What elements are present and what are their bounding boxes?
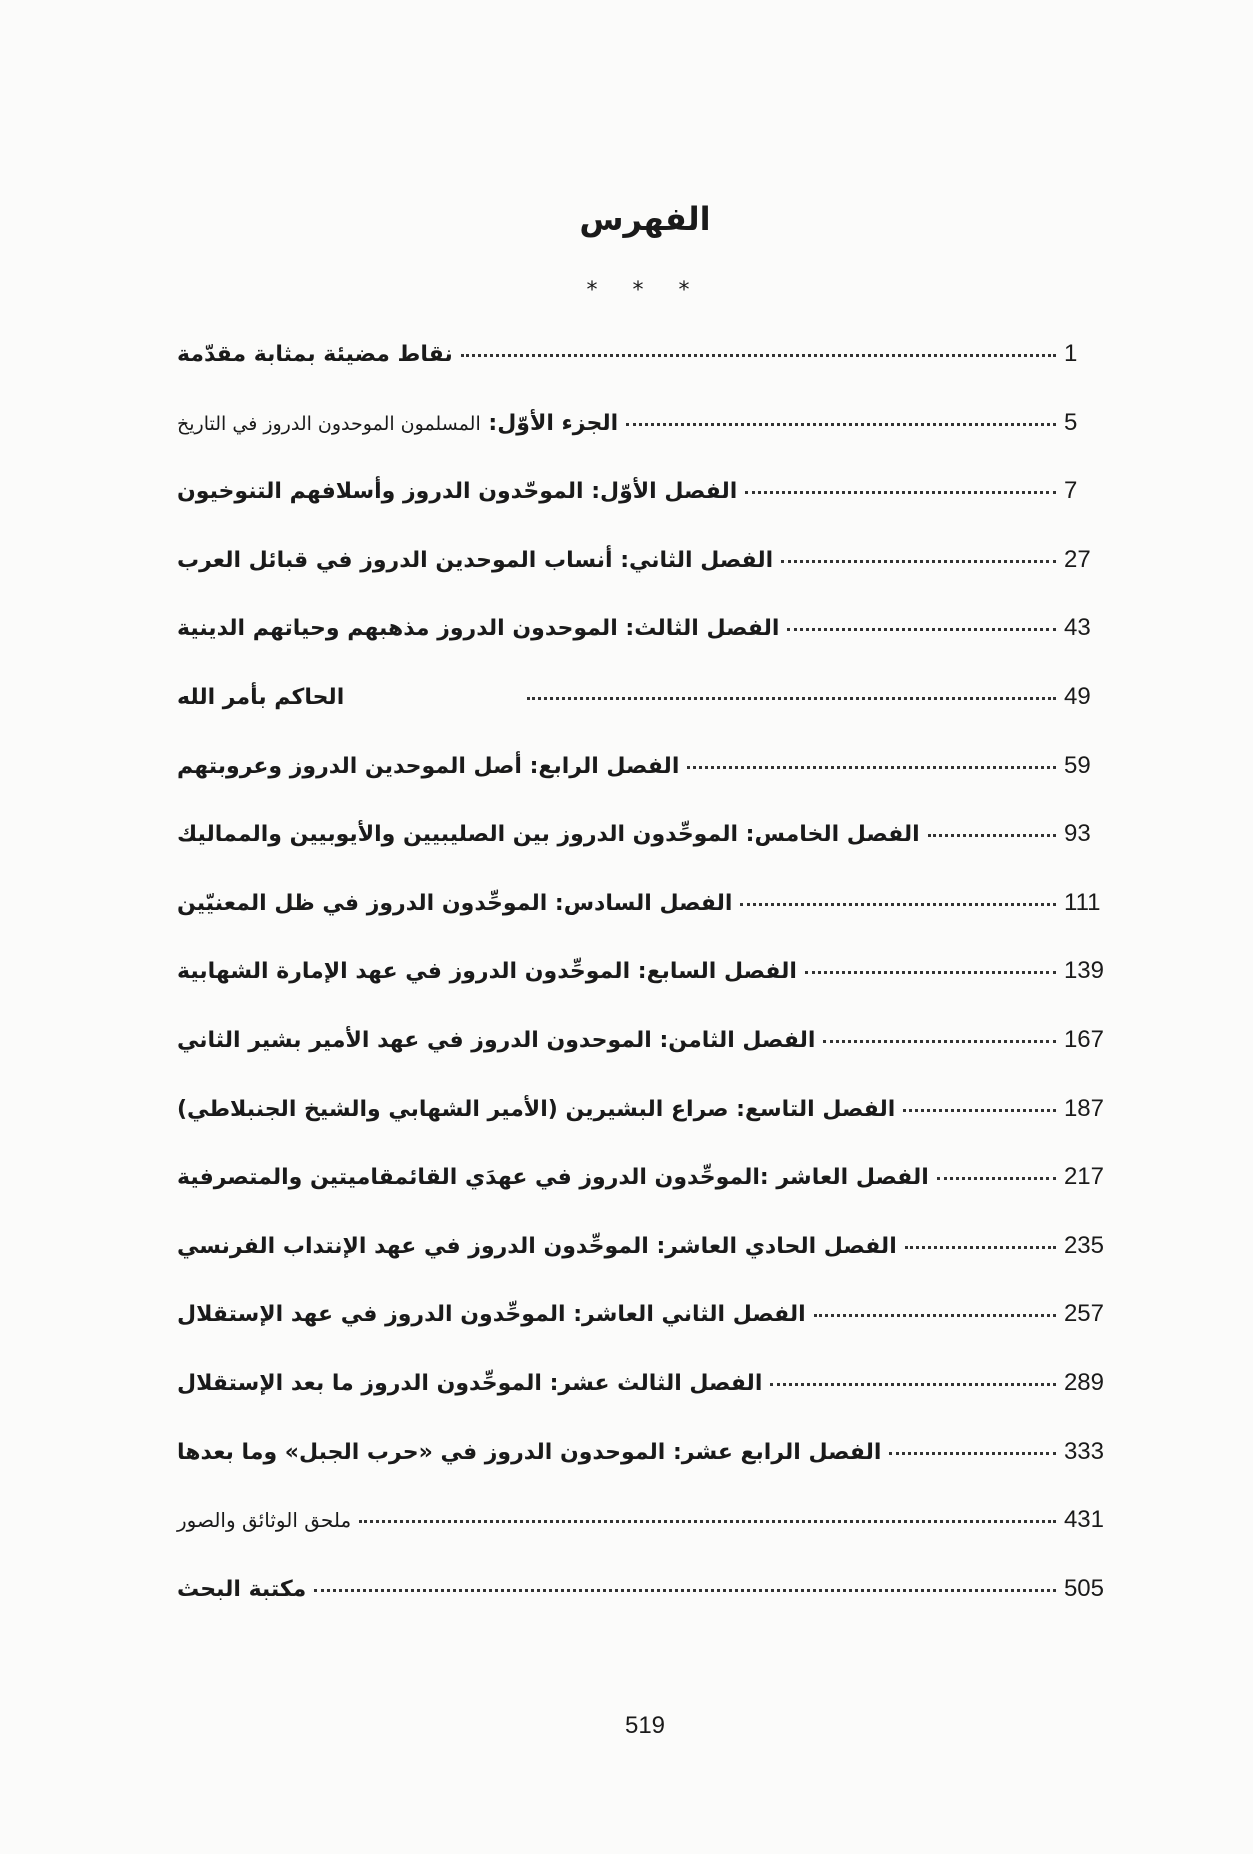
entry-page: 257 [1063,1300,1104,1328]
entry-page: 235 [1063,1231,1104,1259]
entry-page: 217 [1063,1163,1104,1191]
entry-label: نقاط مضيئة بمثابة مقدّمة [177,342,453,367]
separator: * * * [586,278,704,303]
entry-label: مكتبة البحث [177,1576,307,1602]
dot-leader [314,1589,1056,1592]
dot-leader [745,491,1056,494]
dot-leader [937,1177,1056,1180]
dot-leader [626,423,1056,426]
toc-entry [177,1232,1104,1301]
dot-leader [903,1109,1056,1112]
entry-label: الفصل السادس: الموحِّدون الدروز في ظل المعنيّين [177,890,733,916]
toc-entry [177,477,1104,546]
toc-entry [177,1095,1104,1164]
entry-page: 289 [1063,1368,1104,1396]
dot-leader [781,560,1056,563]
entry-label: الفصل الأوّل: الموحّدون الدروز وأسلافهم التنوخيون [177,479,738,505]
entry-sublabel: المسلمون الموحدون الدروز في التاريخ [177,412,481,435]
entry-label: الفصل الحادي العاشر: الموحِّدون الدروز في عهد الإنتداب الفرنسي [177,1233,897,1259]
entry-label: ملحق الوثائق والصور [177,1508,352,1533]
dot-leader [461,354,1056,357]
entry-label: الفصل الرابع عشر: الموحدون الدروز في «حرب الجبل» وما بعدها [177,1439,882,1465]
entry-page: 7 [1064,477,1078,505]
entry-page: 139 [1063,957,1104,985]
entry-page: 1 [1064,340,1078,367]
toc-entry [177,1026,1104,1095]
dot-leader [770,1383,1056,1386]
entry-page: 187 [1063,1094,1104,1122]
entry-page: 27 [1064,545,1091,573]
entry-page: 167 [1063,1025,1104,1053]
entry-label: الفصل العاشر :الموحِّدون الدروز في عهدَي القائمقاميتين والمتصرفية [177,1165,929,1191]
toc-entry [177,683,1104,752]
entry-page: 49 [1064,682,1091,710]
entry-label: الفصل الخامس: الموحِّدون الدروز بين الصليبيين والأيوبيين والمماليك [177,822,920,848]
toc-entry [177,752,1104,821]
toc-entry [177,1438,1104,1507]
dot-leader [814,1314,1056,1317]
dot-leader [823,1040,1056,1043]
entry-page: 333 [1063,1437,1104,1465]
entry-label: الحاكم بأمر الله [177,684,345,710]
dot-leader [740,903,1056,906]
entry-label: الفصل الثالث: الموحدون الدروز مذهبهم وحياتهم الدينية [177,616,780,642]
toc-entry [177,957,1104,1026]
dot-leader [905,1246,1056,1249]
entry-label: الفصل الرابع: أصل الموحدين الدروز وعروبتهم [177,753,680,779]
table-of-contents [177,340,1104,1643]
toc-entry [177,340,1104,409]
entry-label: الفصل الثاني العاشر: الموحِّدون الدروز في عهد الإستقلال [177,1302,806,1328]
entry-label: الفصل الثامن: الموحدون الدروز في عهد الأمير بشير الثاني [177,1027,816,1053]
toc-entry [177,1506,1104,1575]
entry-page: 431 [1063,1506,1104,1534]
dot-leader [527,697,1056,700]
entry-label: الفصل الثالث عشر: الموحِّدون الدروز ما بعد الإستقلال [177,1370,763,1396]
page-title: الفهرس [579,200,711,238]
toc-entry [177,1575,1104,1644]
toc-entry [177,546,1104,615]
entry-page: 5 [1064,408,1078,436]
entry-page: 59 [1064,751,1091,779]
toc-entry [177,1369,1104,1438]
toc-entry [177,409,1104,478]
toc-entry [177,1300,1104,1369]
entry-page: 93 [1064,820,1091,848]
dot-leader [359,1520,1056,1523]
dot-leader [787,628,1056,631]
entry-label: الجزء الأوّل: [488,410,619,436]
toc-entry [177,889,1104,958]
dot-leader [889,1452,1056,1455]
entry-page: 505 [1063,1574,1104,1602]
page-number: 519 [624,1712,666,1739]
dot-leader [928,834,1056,837]
entry-label: الفصل الثاني: أنساب الموحدين الدروز في قبائل العرب [177,547,774,573]
entry-page: 43 [1064,614,1091,642]
entry-page: 111 [1064,888,1101,916]
dot-leader [687,766,1056,769]
toc-entry [177,1163,1104,1232]
toc-entry [177,820,1104,889]
entry-label: الفصل التاسع: صراع البشيرين (الأمير الشهابي والشيخ الجنبلاطي) [177,1096,896,1122]
dot-leader [805,971,1056,974]
entry-label: الفصل السابع: الموحِّدون الدروز في عهد الإمارة الشهابية [177,959,797,985]
toc-entry [177,614,1104,683]
